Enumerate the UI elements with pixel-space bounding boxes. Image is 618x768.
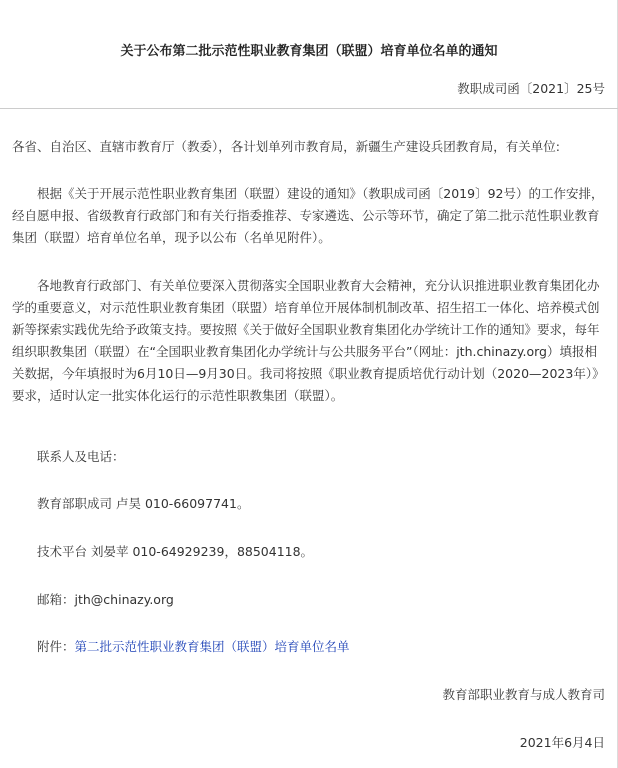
attachment-line xyxy=(37,637,350,655)
paragraph-2: 各地教育行政部门、有关单位要深入贯彻落实全国职业教育大会精神，充分认识推进职业教育集团化办学的重要意义，对示范性职业教育集团（联盟）培育单位开展体制机制改革、招生招工一体化、培养模式创新等探索实践优先给予政策支持。要按照《关于做好全国职业教育集团化办学统计工作的通知》要求，每年组织职教集团（联盟）在“全国职业教育集团化办学统计与公共服务平台”（网址：jth.chinazy.org）填报相关数据，今年填报时为6月10日—9月30日。我司将按照《职业教育提质培优行动计划（2020—2023年）》要求，适时认定一批实体化运行的示范性职教集团（联盟）。 xyxy=(12,278,605,403)
attachment-link[interactable]: 第二批示范性职业教育集团（联盟）培育单位名单 xyxy=(74,639,350,654)
salutation: 各省、自治区、直辖市教育厅（教委），各计划单列市教育局，新疆生产建设兵团教育局，有关单位: xyxy=(12,139,560,154)
title-divider xyxy=(0,108,618,109)
contact-heading: 联系人及电话： xyxy=(37,449,125,464)
contact-2: 技术平台 刘晏苹 010-64929239，88504118。 xyxy=(37,544,314,559)
document-number: 教职成司函〔2021〕25号 xyxy=(457,81,605,96)
attachment-label: 附件： xyxy=(37,639,75,654)
issue-date: 2021年6月4日 xyxy=(519,735,605,750)
paragraph-1: 根据《关于开展示范性职业教育集团（联盟）建设的通知》（教职成司函〔2019〕92号）的工作安排，经自愿申报、省级教育行政部门和有关行指委推荐、专家遴选、公示等环节，确定了第二批示范性职业教育集团（联盟）培育单位名单，现予以公布（名单见附件）。 xyxy=(12,186,604,245)
contact-1: 教育部职成司 卢昊 010-66097741。 xyxy=(37,496,250,511)
page-title: 关于公布第二批示范性职业教育集团（联盟）培育单位名单的通知 xyxy=(120,44,498,59)
email-line: 邮箱：jth@chinazy.org xyxy=(37,592,174,607)
issuer: 教育部职业教育与成人教育司 xyxy=(442,687,605,702)
